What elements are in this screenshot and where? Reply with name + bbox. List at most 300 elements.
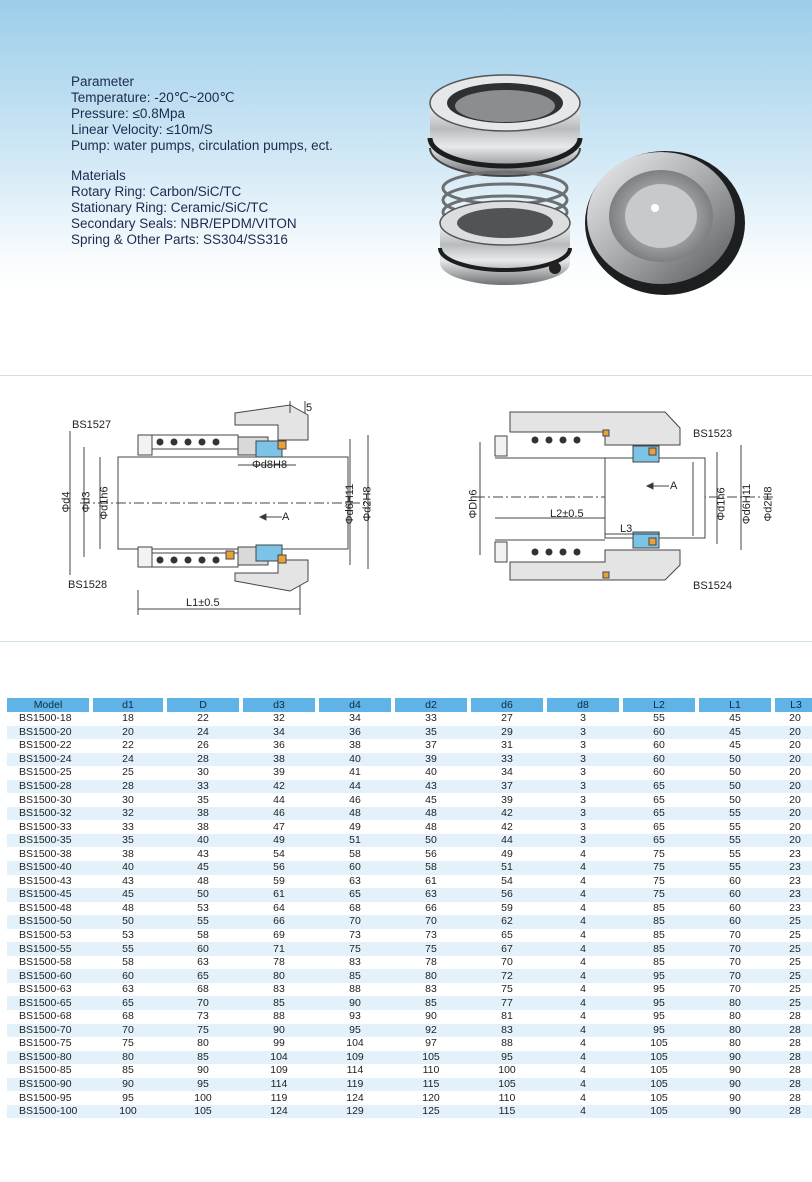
table-cell: 119 [317,1078,393,1092]
table-cell: 95 [621,983,697,997]
table-row [7,956,812,970]
table-cell: 63 [317,875,393,889]
table-cell: 68 [165,983,241,997]
table-cell: 45 [91,888,165,902]
table-cell: BS1500-70 [7,1024,91,1038]
dim-d8h8: Φd8H8 [252,459,288,471]
table-row [7,1024,812,1038]
divider-top [0,375,812,376]
table-cell: BS1500-22 [7,739,91,753]
table-cell: 80 [697,1010,773,1024]
table-cell: 90 [393,1010,469,1024]
table-cell: 70 [697,942,773,956]
table-cell: 45 [697,739,773,753]
table-cell: 60 [165,942,241,956]
table-cell: 22 [165,712,241,726]
table-cell: 60 [697,902,773,916]
table-cell: 31 [469,739,545,753]
table-cell: 3 [545,807,621,821]
table-cell: 109 [241,1064,317,1078]
table-cell: 23 [773,875,812,889]
table-cell: 85 [393,996,469,1010]
table-cell: 70 [697,929,773,943]
table-cell: 124 [317,1091,393,1105]
label-bs1528: BS1528 [68,579,108,591]
table-cell: 77 [469,996,545,1010]
table-cell: 25 [773,929,812,943]
header-L3: L3 [773,698,812,712]
table-cell: 83 [241,983,317,997]
table-cell: 33 [165,780,241,794]
table-cell: 33 [91,820,165,834]
label-bs1523: BS1523 [693,428,733,440]
table-cell: 4 [545,996,621,1010]
table-cell: 80 [697,1024,773,1038]
table-cell: BS1500-65 [7,996,91,1010]
table-row [7,847,812,861]
table-cell: 75 [469,983,545,997]
table-cell: 4 [545,956,621,970]
table-cell: 48 [393,820,469,834]
header-L1: L1 [697,698,773,712]
table-cell: 35 [165,793,241,807]
table-row [7,726,812,740]
table-cell: BS1500-43 [7,875,91,889]
table-cell: BS1500-80 [7,1051,91,1065]
table-cell: 55 [697,807,773,821]
table-cell: 61 [393,875,469,889]
table-cell: 73 [165,1010,241,1024]
table-cell: 28 [773,1064,812,1078]
table-cell: 85 [241,996,317,1010]
table-cell: 4 [545,1105,621,1119]
table-cell: 80 [697,996,773,1010]
table-cell: 25 [91,766,165,780]
rotary-ring-line: Rotary Ring: Carbon/SiC/TC [71,184,242,199]
table-cell: 63 [91,983,165,997]
dim-arrow-a-left: A [282,511,290,523]
table-cell: 95 [621,1024,697,1038]
table-cell: 55 [697,820,773,834]
table-cell: BS1500-20 [7,726,91,740]
table-cell: 40 [165,834,241,848]
table-cell: 40 [317,753,393,767]
secondary-seals-line: Secondary Seals: NBR/EPDM/VITON [71,216,297,231]
table-cell: 95 [621,1010,697,1024]
table-cell: 66 [393,902,469,916]
table-cell: 75 [317,942,393,956]
table-row [7,1091,812,1105]
spring-line: Spring & Other Parts: SS304/SS316 [71,232,288,247]
table-cell: 95 [621,969,697,983]
table-cell: 104 [317,1037,393,1051]
table-cell: 129 [317,1105,393,1119]
table-cell: 4 [545,915,621,929]
materials-heading: Materials [71,168,126,183]
table-cell: 4 [545,902,621,916]
table-cell: 114 [317,1064,393,1078]
table-cell: 38 [241,753,317,767]
table-row [7,1105,812,1119]
table-cell: BS1500-60 [7,969,91,983]
dim-d2h8-right: Φd2H8 [762,486,775,522]
table-cell: 44 [469,834,545,848]
table-cell: 20 [773,807,812,821]
header-d2: d2 [393,698,469,712]
table-row [7,712,812,726]
table-cell: 38 [91,847,165,861]
table-cell: 20 [773,753,812,767]
table-cell: 75 [393,942,469,956]
table-cell: 85 [621,956,697,970]
table-cell: 81 [469,1010,545,1024]
table-cell: 25 [773,983,812,997]
table-cell: 4 [545,983,621,997]
table-cell: 48 [393,807,469,821]
table-cell: 30 [165,766,241,780]
seal-product-photo [425,48,755,298]
table-cell: 4 [545,847,621,861]
table-row [7,780,812,794]
table-cell: 25 [773,996,812,1010]
table-cell: 61 [241,888,317,902]
table-cell: 43 [165,847,241,861]
table-cell: 39 [241,766,317,780]
table-row [7,793,812,807]
table-cell: 58 [91,956,165,970]
table-cell: 25 [773,956,812,970]
table-cell: 20 [773,712,812,726]
table-cell: 41 [317,766,393,780]
table-row [7,753,812,767]
table-cell: 72 [469,969,545,983]
table-row [7,888,812,902]
table-cell: 83 [393,983,469,997]
dim-l1: L1±0.5 [186,597,220,609]
table-row [7,807,812,821]
table-cell: 4 [545,969,621,983]
table-cell: 55 [697,834,773,848]
table-cell: 4 [545,1037,621,1051]
table-cell: 70 [469,956,545,970]
table-cell: 28 [91,780,165,794]
table-cell: 65 [91,996,165,1010]
table-cell: 23 [773,902,812,916]
table-body [7,712,812,1118]
table-cell: BS1500-48 [7,902,91,916]
table-cell: 50 [697,780,773,794]
table-cell: 95 [469,1051,545,1065]
table-cell: 60 [697,888,773,902]
table-cell: BS1500-24 [7,753,91,767]
table-cell: 104 [241,1051,317,1065]
table-cell: 90 [241,1024,317,1038]
table-cell: 46 [241,807,317,821]
table-cell: 60 [697,875,773,889]
table-row [7,983,812,997]
table-row [7,929,812,943]
table-cell: 3 [545,820,621,834]
table-cell: 65 [621,807,697,821]
table-cell: 48 [91,902,165,916]
table-cell: 90 [697,1105,773,1119]
table-row [7,942,812,956]
table-cell: 30 [91,793,165,807]
table-cell: 119 [241,1091,317,1105]
dim-5: 5 [306,402,313,414]
table-cell: 4 [545,1024,621,1038]
table-cell: 51 [469,861,545,875]
velocity-line: Linear Velocity: ≤10m/S [71,122,213,137]
table-cell: 85 [621,902,697,916]
table-cell: BS1500-30 [7,793,91,807]
table-cell: 20 [91,726,165,740]
table-cell: 37 [393,739,469,753]
table-cell: 78 [241,956,317,970]
table-cell: 105 [621,1037,697,1051]
table-cell: 4 [545,1078,621,1092]
table-cell: 26 [165,739,241,753]
table-cell: BS1500-45 [7,888,91,902]
table-cell: 83 [317,956,393,970]
table-cell: BS1500-90 [7,1078,91,1092]
table-cell: 28 [773,1091,812,1105]
table-cell: 70 [697,969,773,983]
table-cell: 55 [621,712,697,726]
table-cell: 4 [545,1064,621,1078]
table-cell: 20 [773,726,812,740]
table-cell: 27 [469,712,545,726]
divider-bottom [0,641,812,642]
table-cell: 28 [165,753,241,767]
table-cell: 22 [91,739,165,753]
table-cell: 110 [469,1091,545,1105]
dim-arrow-a-right: A [670,480,678,492]
table-cell: 115 [469,1105,545,1119]
table-cell: 34 [469,766,545,780]
header-d6: d6 [469,698,545,712]
stationary-ring-line: Stationary Ring: Ceramic/SiC/TC [71,200,269,215]
table-cell: 83 [469,1024,545,1038]
table-cell: BS1500-68 [7,1010,91,1024]
table-cell: 20 [773,820,812,834]
table-cell: 120 [393,1091,469,1105]
table-cell: 60 [621,753,697,767]
dim-dh6: ΦDh6 [467,489,480,519]
header-model: Model [7,698,91,712]
table-cell: 67 [469,942,545,956]
table-cell: 80 [697,1037,773,1051]
table-cell: 3 [545,766,621,780]
table-cell: 50 [165,888,241,902]
table-cell: 28 [773,1010,812,1024]
header-D: D [165,698,241,712]
table-cell: 50 [697,753,773,767]
table-cell: 125 [393,1105,469,1119]
dim-d6h11: Φd6H11 [344,483,357,525]
table-cell: 49 [241,834,317,848]
table-cell: 32 [241,712,317,726]
table-cell: 85 [621,915,697,929]
table-cell: 85 [165,1051,241,1065]
table-cell: 105 [621,1051,697,1065]
table-cell: BS1500-55 [7,942,91,956]
table-cell: 53 [165,902,241,916]
table-cell: 100 [91,1105,165,1119]
parameter-heading: Parameter [71,74,135,89]
table-cell: 3 [545,753,621,767]
table-row [7,915,812,929]
table-cell: 58 [165,929,241,943]
table-cell: 33 [469,753,545,767]
table-cell: 60 [697,915,773,929]
header-L2: L2 [621,698,697,712]
table-cell: 85 [621,942,697,956]
table-cell: 105 [165,1105,241,1119]
table-cell: 100 [469,1064,545,1078]
table-cell: 65 [621,834,697,848]
table-cell: BS1500-85 [7,1064,91,1078]
table-cell: 75 [91,1037,165,1051]
table-cell: 90 [697,1091,773,1105]
pump-line: Pump: water pumps, circulation pumps, ect. [71,138,333,153]
table-cell: BS1500-28 [7,780,91,794]
table-cell: 75 [621,861,697,875]
table-cell: 55 [697,861,773,875]
table-cell: 100 [165,1091,241,1105]
table-cell: 25 [773,915,812,929]
table-cell: 70 [91,1024,165,1038]
table-cell: 56 [241,861,317,875]
table-cell: 23 [773,861,812,875]
table-cell: 75 [621,875,697,889]
table-cell: 59 [241,875,317,889]
table-cell: 64 [241,902,317,916]
table-cell: 4 [545,888,621,902]
table-cell: 88 [241,1010,317,1024]
table-cell: 3 [545,793,621,807]
table-cell: BS1500-75 [7,1037,91,1051]
dim-d3: Φd3 [80,491,93,513]
table-cell: 38 [165,807,241,821]
table-row [7,834,812,848]
table-cell: 56 [393,847,469,861]
table-cell: 37 [469,780,545,794]
table-cell: 39 [469,793,545,807]
table-row [7,875,812,889]
table-cell: 109 [317,1051,393,1065]
table-cell: 40 [91,861,165,875]
label-bs1524: BS1524 [693,580,733,592]
table-cell: 50 [91,915,165,929]
table-cell: BS1500-53 [7,929,91,943]
table-cell: 90 [165,1064,241,1078]
table-row [7,1078,812,1092]
table-cell: 54 [469,875,545,889]
table-cell: 60 [317,861,393,875]
table-cell: 45 [697,726,773,740]
table-row [7,766,812,780]
table-cell: 92 [393,1024,469,1038]
table-cell: 95 [165,1078,241,1092]
table-cell: 28 [773,1037,812,1051]
table-cell: 18 [91,712,165,726]
dim-l2: L2±0.5 [550,508,584,520]
table-cell: 95 [91,1091,165,1105]
table-cell: 80 [165,1037,241,1051]
table-cell: 20 [773,793,812,807]
table-cell: 46 [317,793,393,807]
table-cell: 105 [469,1078,545,1092]
table-cell: 35 [91,834,165,848]
table-cell: 28 [773,1024,812,1038]
table-cell: BS1500-32 [7,807,91,821]
table-cell: 110 [393,1064,469,1078]
table-cell: BS1500-33 [7,820,91,834]
table-cell: 58 [317,847,393,861]
table-cell: 36 [241,739,317,753]
header-d1: d1 [91,698,165,712]
table-cell: 50 [697,793,773,807]
table-row [7,861,812,875]
table-cell: 78 [393,956,469,970]
table-cell: 42 [241,780,317,794]
table-cell: 75 [621,847,697,861]
table-cell: 62 [469,915,545,929]
table-cell: 88 [469,1037,545,1051]
table-cell: 20 [773,766,812,780]
temperature-line: Temperature: -20℃~200℃ [71,90,235,105]
table-cell: 65 [621,793,697,807]
table-cell: 90 [697,1064,773,1078]
table-cell: 105 [621,1064,697,1078]
table-cell: 75 [621,888,697,902]
table-cell: 68 [91,1010,165,1024]
table-cell: 34 [241,726,317,740]
table-cell: 28 [773,1051,812,1065]
dim-d2h8: Φd2H8 [361,486,374,522]
table-cell: 55 [165,915,241,929]
table-cell: 56 [469,888,545,902]
table-cell: 4 [545,942,621,956]
table-cell: 60 [621,739,697,753]
table-row [7,1010,812,1024]
table-cell: 70 [697,983,773,997]
table-cell: 99 [241,1037,317,1051]
table-cell: 65 [469,929,545,943]
table-cell: 55 [697,847,773,861]
table-row [7,1064,812,1078]
table-cell: 25 [773,942,812,956]
table-row [7,996,812,1010]
table-cell: 20 [773,780,812,794]
pressure-line: Pressure: ≤0.8Mpa [71,106,185,121]
table-cell: 65 [621,780,697,794]
header-d8: d8 [545,698,621,712]
dim-d4: Φd4 [60,491,73,513]
table-cell: 70 [317,915,393,929]
table-cell: 24 [165,726,241,740]
table-cell: BS1500-18 [7,712,91,726]
table-cell: 60 [621,766,697,780]
table-cell: 60 [621,726,697,740]
table-cell: 70 [697,956,773,970]
table-cell: 115 [393,1078,469,1092]
table-cell: 47 [241,820,317,834]
table-cell: BS1500-63 [7,983,91,997]
table-cell: 50 [393,834,469,848]
dim-l3: L3 [620,523,633,535]
